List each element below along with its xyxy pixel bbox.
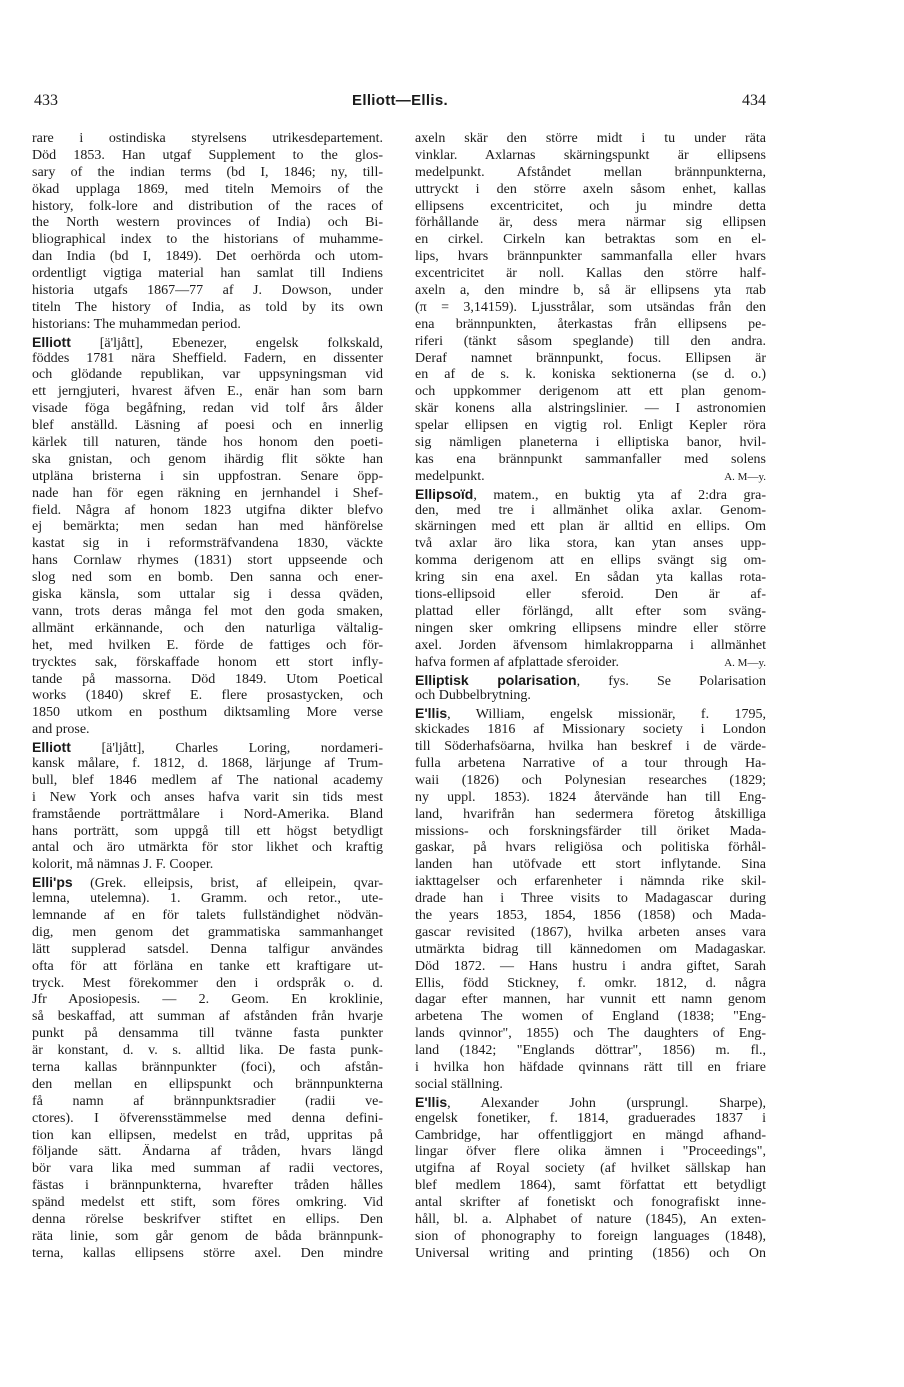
right-column-line: Deraf namnet brännpunkt, focus. Ellipsen är xyxy=(415,350,766,366)
headword: Elliptisk polarisation xyxy=(415,671,577,688)
right-column-line: Ellipsoïd, matem., en buktig yta af 2:dra gra- xyxy=(415,485,766,503)
left-column-line: slog ned som en bomb. Den sanna och ener- xyxy=(32,570,383,586)
headword: Elliott xyxy=(32,739,71,756)
right-column-line: lands qvinnor", 1855) och The daughters of Eng- xyxy=(415,1026,766,1042)
left-column-line: vann, trots deras många fel mot den goda smaken, xyxy=(32,603,383,619)
right-column-line: skär konens alla alstringslinier. — I astronomien xyxy=(415,401,766,417)
left-column-line: ofta för att förläna en tanke ett kraftigare ut- xyxy=(32,958,383,974)
left-column-line: dig, men genom det grammatiska sammanhanget xyxy=(32,924,383,940)
right-column-line: den, med tre i allmänhet olika axlar. Genom- xyxy=(415,502,766,518)
left-column-line: giska känsla, som uttalar sig i dessa qväden, xyxy=(32,587,383,603)
left-column-line: ej bemärkta; men sedan han med hänförelse xyxy=(32,519,383,535)
left-column-line: lätt supplerad satsdel. Denna talfigur användes xyxy=(32,941,383,957)
left-column-line: titeln The history of India, as told by its own xyxy=(32,299,383,315)
right-column-line: medelpunkt. A. M—y. xyxy=(415,468,766,484)
right-column-line: antal skrifter af fonetiskt och fonografiskt inne- xyxy=(415,1195,766,1211)
right-column-line: ellipsens excentricitet, och ju mindre detta xyxy=(415,198,766,214)
right-column-line: sig nämligen planeterna i elliptiska banor, hvil- xyxy=(415,435,766,451)
right-column-line: axeln skär den större midt i tu under räta xyxy=(415,131,766,146)
headword: Elli'ps xyxy=(32,874,73,891)
page-number-left: 433 xyxy=(34,92,58,109)
right-column-line: axeln a, den mindre b, så är ellipsens yta πab xyxy=(415,283,766,299)
right-column-line: medelpunkt. Afståndet mellan brännpunkterna, xyxy=(415,164,766,180)
headword: E'llis xyxy=(415,1093,448,1110)
left-column-line: så beskaffad, att summan af afstånden från hvarje xyxy=(32,1009,383,1025)
left-column-line: works (1840) skref E. flere prosastycken, och xyxy=(32,688,383,704)
left-column-line: ska gnistan, och genom ihärdig flit sökte han xyxy=(32,451,383,467)
right-column-line: dagar efter mannen, har vunnit ett namn genom xyxy=(415,992,766,1008)
left-column-line: tande på massorna. Död 1849. Utom Poetical xyxy=(32,671,383,687)
left-column-line: het, med hvilken E. förde de fattiges och för- xyxy=(32,637,383,653)
left-column-line: tion kan ellipsen, medelst en tråd, uppritas på xyxy=(32,1127,383,1143)
right-column-line: gascar revisited (1867), hvilka arbeten anses vara xyxy=(415,924,766,940)
right-column-line: lips, hvars brännpunkter sammanfalla eller hvars xyxy=(415,249,766,265)
right-column-line: social ställning. xyxy=(415,1076,503,1092)
right-column-line: förhållande är, dess mera närmar sig ellipsen xyxy=(415,215,766,231)
right-column-line: sion of phonography to foreign languages (1848), xyxy=(415,1228,766,1244)
left-column-line: kolorit, må nämnas J. F. Cooper. xyxy=(32,857,214,873)
right-column-line: drade han i Three visits to Madagascar during xyxy=(415,891,766,907)
right-column-line: waii (1826) och Polynesian researches (1829; xyxy=(415,772,766,788)
left-column-line: lemna, utelemna). 1. Gramm. och retor., ute- xyxy=(32,891,383,907)
right-column-line: och Dubbelbrytning. xyxy=(415,688,531,704)
right-column-line: Ellis, född Stickney, f. omkr. 1812, d. några xyxy=(415,975,766,991)
right-column-line: the years 1853, 1854, 1856 (1858) och Mada- xyxy=(415,907,766,923)
left-column-line: räta linie, som går genom de båda brännpunk- xyxy=(32,1228,383,1244)
right-column-line: skickades 1816 af Missionary society i London xyxy=(415,722,766,738)
left-column-line: få namn af brännpunktsradier (radii ve- xyxy=(32,1093,383,1109)
left-column-line: visade föga begåfning, redan vid tolf års ålder xyxy=(32,401,383,417)
left-column-line: bull, blef 1846 medlem af The national academy xyxy=(32,772,383,788)
right-column-line: E'llis, William, engelsk missionär, f. 1795, xyxy=(415,705,766,723)
left-column-line: ctores). I öfverensstämmelse med denna defini- xyxy=(32,1110,383,1126)
right-column-line: spelar ellipsen en vigtig rol. Enligt Kepler röra xyxy=(415,418,766,434)
right-column-line: iakttagelser och erfarenheter i nämnda rike skil- xyxy=(415,874,766,890)
right-column-line: en af de s. k. koniska sektionerna (se d. o.) xyxy=(415,367,766,383)
left-column-line: dan India (bd I, 1849). Det oerhörda och utom- xyxy=(32,249,383,265)
right-column-line: till Söderhafsöarna, hvilka han beskref i de värde- xyxy=(415,739,766,755)
right-column-line: landen han utöfvade ett stort inflytande. Sina xyxy=(415,857,766,873)
left-column-line: rare i ostindiska styrelsens utrikesdepartement. xyxy=(32,131,383,146)
page-number-right: 434 xyxy=(742,92,766,109)
right-column-line: Universal writing and printing (1856) och On xyxy=(415,1245,766,1261)
left-column-line: field. Några af honom 1823 utgifna dikter blefvo xyxy=(32,502,383,518)
left-column-line: the North western provinces of India) och Bi- xyxy=(32,215,383,231)
left-column-line: följande sätt. Ändarna af tråden, hvars längd xyxy=(32,1144,383,1160)
right-column-line: Död 1872. — Hans hustru i andra giftet, Sarah xyxy=(415,958,766,974)
right-column-line: engelsk fonetiker, f. 1814, graduerades 1837 i xyxy=(415,1110,766,1126)
left-column-line: punkt på densamma till tvänne fasta punkter xyxy=(32,1026,383,1042)
right-column-line: ena brännpunkten, återkastas från ellipsens pe- xyxy=(415,316,766,332)
left-column-line: i New York och anses hafva varit sin tids mest xyxy=(32,789,383,805)
left-column-line: Elliott [ä'ljått], Charles Loring, nordameri- xyxy=(32,739,383,756)
headword: E'llis xyxy=(415,705,448,722)
left-column-line: bliographical index to the historians of muhamme- xyxy=(32,232,383,248)
left-column-line: Död 1853. Han utgaf Supplement to the glos- xyxy=(32,147,383,163)
right-column-line: kas ena brännpunkt sammanfaller med solens xyxy=(415,451,766,467)
headword: Ellipsoïd xyxy=(415,485,474,502)
right-column-line: två axlar äro lika stora, kan ytan anses upp- xyxy=(415,536,766,552)
right-column-line: ningen sker omkring ellipsens mindre eller större xyxy=(415,620,766,636)
right-column-line: riferi (tänkt såsom speglande) till den andra. xyxy=(415,333,766,349)
left-column-line: Jfr Aposiopesis. — 2. Geom. En kroklinie, xyxy=(32,992,383,1008)
left-column-line: lemnande af en för talets fullständighet nödvän- xyxy=(32,907,383,923)
left-column-line: blef anställd. Läsning af poesi och en innerlig xyxy=(32,418,383,434)
right-column-line: plattad eller förlängd, allt efter som sväng- xyxy=(415,603,766,619)
left-column-line: ett jerngjuteri, hvarest äfven E., enär han som barn xyxy=(32,384,383,400)
author-signature: A. M—y. xyxy=(724,470,766,483)
page-title: Elliott—Ellis. xyxy=(352,92,448,109)
left-column-line: 1850 utkom en posthum diktsamling More verse xyxy=(32,705,383,721)
left-column-line: historia utgafs 1867—77 af J. Dowson, under xyxy=(32,283,383,299)
right-column-line: blef medlem 1864), samt författat ett betydligt xyxy=(415,1178,766,1194)
right-column-line: axel. Jorden äfvensom himlakropparna i allmänhet xyxy=(415,637,766,653)
left-column-line: och glödande republikan, var uppsyningsman vid xyxy=(32,367,383,383)
running-head xyxy=(34,92,766,114)
left-column-line: kastat sig in i reformsträfvandena 1830, väckte xyxy=(32,536,383,552)
left-column-line: tryck. Mest förekommer den i ordspråk o. d. xyxy=(32,975,383,991)
right-column-line: missions- och forskningsfärder till öriket Mada- xyxy=(415,823,766,839)
right-column-line: tions-ellipsoid eller sferoid. Den är af- xyxy=(415,587,766,603)
left-column-line: spänd medelst ett stift, som föres omkring. Vid xyxy=(32,1195,383,1211)
right-column-line: utgifna af Royal society (af hvilket sällskap han xyxy=(415,1161,766,1177)
right-column-line: komma derigenom att en ellips svängt sig om- xyxy=(415,553,766,569)
left-column-line: ordentligt vigtiga material han samlat till Indiens xyxy=(32,266,383,282)
right-column-line: Cambridge, har offentliggjort en mängd afhand- xyxy=(415,1127,766,1143)
right-column-line: hafva formen af afplattade sferoider. A. M—y. xyxy=(415,654,766,670)
right-column-line: fulla arbetena Narrative of a tour through Ha- xyxy=(415,755,766,771)
right-column-line: E'llis, Alexander John (ursprungl. Sharpe), xyxy=(415,1093,766,1111)
headword: Elliott xyxy=(32,333,71,350)
author-signature: A. M—y. xyxy=(724,656,766,669)
right-column-line: land (1842; "Englands döttrar", 1856) m. fl., xyxy=(415,1043,766,1059)
right-column-line: land, hvarifrån han sedermera företog åtskilliga xyxy=(415,806,766,822)
left-column-line: allmänt erkännande, och den naturliga vältalig- xyxy=(32,620,383,636)
left-column xyxy=(32,131,383,1263)
left-column-line: kansk målare, f. 1812, d. 1868, lärjunge af Trum- xyxy=(32,755,383,771)
left-column-line: fästas i brännpunkterna, hvarefter tråden hålles xyxy=(32,1178,383,1194)
left-column-line: kärlek till naturen, tände hos honom den poeti- xyxy=(32,435,383,451)
right-column-line: uttryckt i den större axeln såsom enhet, kallas xyxy=(415,181,766,197)
right-column-line: vinklar. Axlarnas skärningspunkt är ellipsens xyxy=(415,147,766,163)
left-column-line: föddes 1781 nära Sheffield. Fadern, en dissenter xyxy=(32,350,383,366)
left-column-line: Elli'ps (Grek. elleipsis, brist, af elleipein, qvar- xyxy=(32,874,383,892)
right-column-line: gaskar, på hvars religiösa och politiska förhål- xyxy=(415,840,766,856)
right-column-line: excentricitet är noll. Kallas den större half- xyxy=(415,266,766,282)
left-column-line: den mellan en ellipspunkt och brännpunkterna xyxy=(32,1076,383,1092)
left-column-line: historians: The muhammedan period. xyxy=(32,316,241,332)
left-column-line: antal och äro utmärkta för stor likhet och kraftig xyxy=(32,840,383,856)
left-column-line: terna, kallas ellipsens större axel. Den mindre xyxy=(32,1245,383,1261)
left-column-line: hans Cornlaw rhymes (1831) stort uppseende och xyxy=(32,553,383,569)
left-column-line: framstående porträttmålare i Nord-Amerika. Bland xyxy=(32,806,383,822)
right-column-line: utmärkta bidrag till kännedomen om Madagaskar. xyxy=(415,941,766,957)
right-column-line: en cirkel. Cirkeln kan betraktas som en el- xyxy=(415,232,766,248)
left-column-line: hans porträtt, som uppgå till ett högst betydligt xyxy=(32,823,383,839)
right-column-line: skärningen med ett plan är alltid en ellips. Om xyxy=(415,519,766,535)
left-column-line: ökad upplaga 1869, med titeln Memoirs of the xyxy=(32,181,383,197)
left-column-line: utpläna bristerna i sin uppfostran. Senare öpp- xyxy=(32,468,383,484)
right-column-line: Elliptisk polarisation, fys. Se Polarisation xyxy=(415,671,766,689)
right-column-line: håll, bl. a. Alphabet of nature (1845), An exten- xyxy=(415,1212,766,1227)
left-column-line: bör vara lika med summan af radii vectores, xyxy=(32,1161,383,1177)
right-column-line: lingar öfver flere olika ämnen i "Proceedings", xyxy=(415,1144,766,1160)
right-column-line: och uppkommer derigenom att ett plan genom- xyxy=(415,384,766,400)
left-column-line: terna kallas brännpunkter (foci), och afstån- xyxy=(32,1059,383,1075)
left-column-line: är konstant, d. v. s. alltid lika. De fasta punk- xyxy=(32,1043,383,1059)
left-column-line: trycktes sak, förskaffade honom ett stort infly- xyxy=(32,654,383,670)
left-column-line: history, folk-lore and distribution of the races of xyxy=(32,198,383,214)
right-column-line: arbetena The women of England (1838; "Eng- xyxy=(415,1009,766,1025)
left-column-line: sary of the indian terms (bd I, 1846; ny, till- xyxy=(32,164,383,180)
left-column-line: denna rörelse beskrifver stiftet en ellips. Den xyxy=(32,1212,383,1227)
left-column-line: and prose. xyxy=(32,722,90,738)
right-column-line: (π = 3,14159). Ljusstrålar, som utsändas från den xyxy=(415,299,766,315)
right-column xyxy=(415,131,766,1263)
left-column-line: Elliott [ä'ljått], Ebenezer, engelsk folkskald, xyxy=(32,333,383,351)
right-column-line: ny uppl. 1853). 1824 återvände han till Eng- xyxy=(415,789,766,805)
right-column-line: kring sin ena axel. En sådan yta kallas rota- xyxy=(415,570,766,586)
right-column-line: i hvilka hon häfdade qvinnans rätt till en friare xyxy=(415,1059,766,1075)
left-column-line: nade han för egen räkning en jernhandel i Shef- xyxy=(32,485,383,501)
